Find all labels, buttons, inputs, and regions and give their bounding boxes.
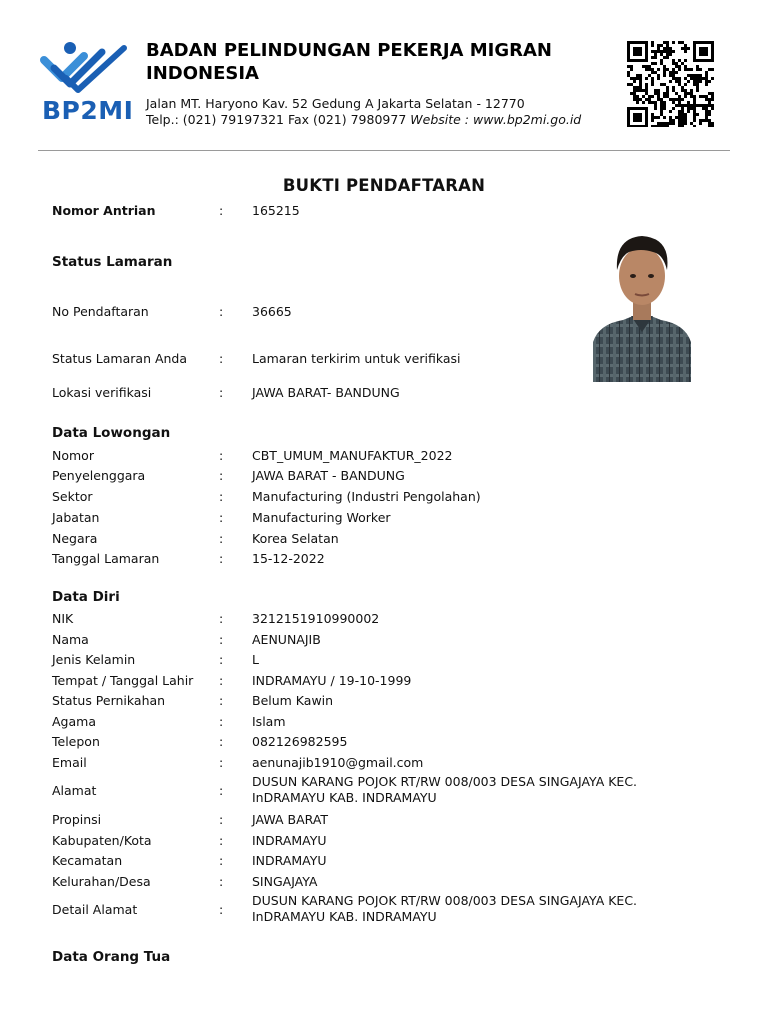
colon: :: [219, 755, 224, 770]
colon: :: [219, 902, 224, 917]
field-value: Islam: [252, 714, 286, 729]
colon: :: [219, 874, 224, 889]
colon: :: [219, 714, 224, 729]
field-label: Sektor: [52, 489, 93, 504]
website-link[interactable]: Website : www.bp2mi.go.id: [410, 112, 582, 127]
data-lowongan-heading: Data Lowongan: [52, 425, 171, 441]
field-value: INDRAMAYU: [252, 853, 327, 868]
applicant-photo: [593, 224, 691, 382]
field-value: AENUNAJIB: [252, 632, 321, 647]
field-label: Kecamatan: [52, 853, 123, 868]
qr-code: [626, 41, 716, 127]
field-value: DUSUN KARANG POJOK RT/RW 008/003 DESA SINGAJAYA KEC. InDRAMAYU KAB. INDRAMAYU: [252, 893, 638, 924]
contact-line: [146, 112, 581, 128]
field-label: Telepon: [52, 734, 100, 749]
colon: :: [219, 468, 224, 483]
colon: :: [219, 812, 224, 827]
field-value: 082126982595: [252, 734, 348, 749]
field-value: SINGAJAYA: [252, 874, 318, 889]
field-label: Agama: [52, 714, 96, 729]
address-line: Jalan MT. Haryono Kav. 52 Gedung A Jakarta Selatan - 12770: [146, 96, 525, 111]
colon: :: [219, 632, 224, 647]
colon: :: [219, 551, 224, 566]
nomor-antrian-label: Nomor Antrian: [52, 203, 156, 218]
colon: :: [219, 833, 224, 848]
colon: :: [219, 783, 224, 798]
field-label: Email: [52, 755, 87, 770]
field-label: Status Pernikahan: [52, 693, 166, 708]
field-label: Propinsi: [52, 812, 102, 827]
field-value: JAWA BARAT: [252, 812, 329, 827]
bp2mi-logo-mark: [40, 38, 134, 96]
field-label: Status Lamaran Anda: [52, 351, 188, 366]
field-label: Alamat: [52, 783, 97, 798]
colon: :: [219, 734, 224, 749]
field-value: 3212151910990002: [252, 611, 380, 626]
data-diri-heading: Data Diri: [52, 589, 120, 605]
colon: :: [219, 693, 224, 708]
field-label: Negara: [52, 531, 98, 546]
organization-address: [146, 96, 581, 128]
field-value: Lamaran terkirim untuk verifikasi: [252, 351, 461, 366]
colon: :: [219, 611, 224, 626]
colon: :: [219, 510, 224, 525]
field-value: DUSUN KARANG POJOK RT/RW 008/003 DESA SINGAJAYA KEC. InDRAMAYU KAB. INDRAMAYU: [252, 774, 638, 805]
field-value: INDRAMAYU: [252, 833, 327, 848]
field-label: No Pendaftaran: [52, 304, 149, 319]
field-value: INDRAMAYU / 19-10-1999: [252, 673, 412, 688]
field-value: Korea Selatan: [252, 531, 339, 546]
field-value: JAWA BARAT - BANDUNG: [252, 468, 405, 483]
field-value: L: [252, 652, 259, 667]
field-value: JAWA BARAT- BANDUNG: [252, 385, 400, 400]
field-label: Nama: [52, 632, 89, 647]
document-title: BUKTI PENDAFTARAN: [282, 176, 486, 195]
colon: :: [219, 203, 224, 218]
colon: :: [219, 673, 224, 688]
field-value: aenunajib1910@gmail.com: [252, 755, 424, 770]
applicant-photo-image: [593, 224, 691, 382]
field-value: 36665: [252, 304, 292, 319]
field-label: Tempat / Tanggal Lahir: [52, 673, 194, 688]
field-label: Detail Alamat: [52, 902, 138, 917]
colon: :: [219, 448, 224, 463]
colon: :: [219, 385, 224, 400]
nomor-antrian-value: 165215: [252, 203, 300, 218]
colon: :: [219, 652, 224, 667]
organization-name: BADAN PELINDUNGAN PEKERJA MIGRAN INDONESIA: [146, 40, 552, 84]
field-value: Manufacturing (Industri Pengolahan): [252, 489, 481, 504]
field-label: Lokasi verifikasi: [52, 385, 152, 400]
colon: :: [219, 489, 224, 504]
header-divider: [38, 150, 730, 151]
data-orang-tua-heading: Data Orang Tua: [52, 949, 171, 965]
field-value: CBT_UMUM_MANUFAKTUR_2022: [252, 448, 453, 463]
colon: :: [219, 531, 224, 546]
logo-text: BP2MI: [42, 96, 134, 125]
field-label: Tanggal Lamaran: [52, 551, 160, 566]
field-value: Belum Kawin: [252, 693, 334, 708]
field-label: Kelurahan/Desa: [52, 874, 151, 889]
field-value: 15-12-2022: [252, 551, 325, 566]
colon: :: [219, 304, 224, 319]
bp2mi-logo: [40, 38, 134, 128]
field-label: Jabatan: [52, 510, 100, 525]
field-label: Penyelenggara: [52, 468, 146, 483]
colon: :: [219, 853, 224, 868]
field-label: Nomor: [52, 448, 94, 463]
field-label: Jenis Kelamin: [52, 652, 136, 667]
colon: :: [219, 351, 224, 366]
field-value: Manufacturing Worker: [252, 510, 391, 525]
qr-code-graphic: [626, 41, 716, 127]
field-label: NIK: [52, 611, 74, 626]
contact-phone-fax: Telp.: (021) 79197321 Fax (021) 7980977: [146, 112, 411, 127]
status-lamaran-heading: Status Lamaran: [52, 254, 173, 270]
field-label: Kabupaten/Kota: [52, 833, 152, 848]
